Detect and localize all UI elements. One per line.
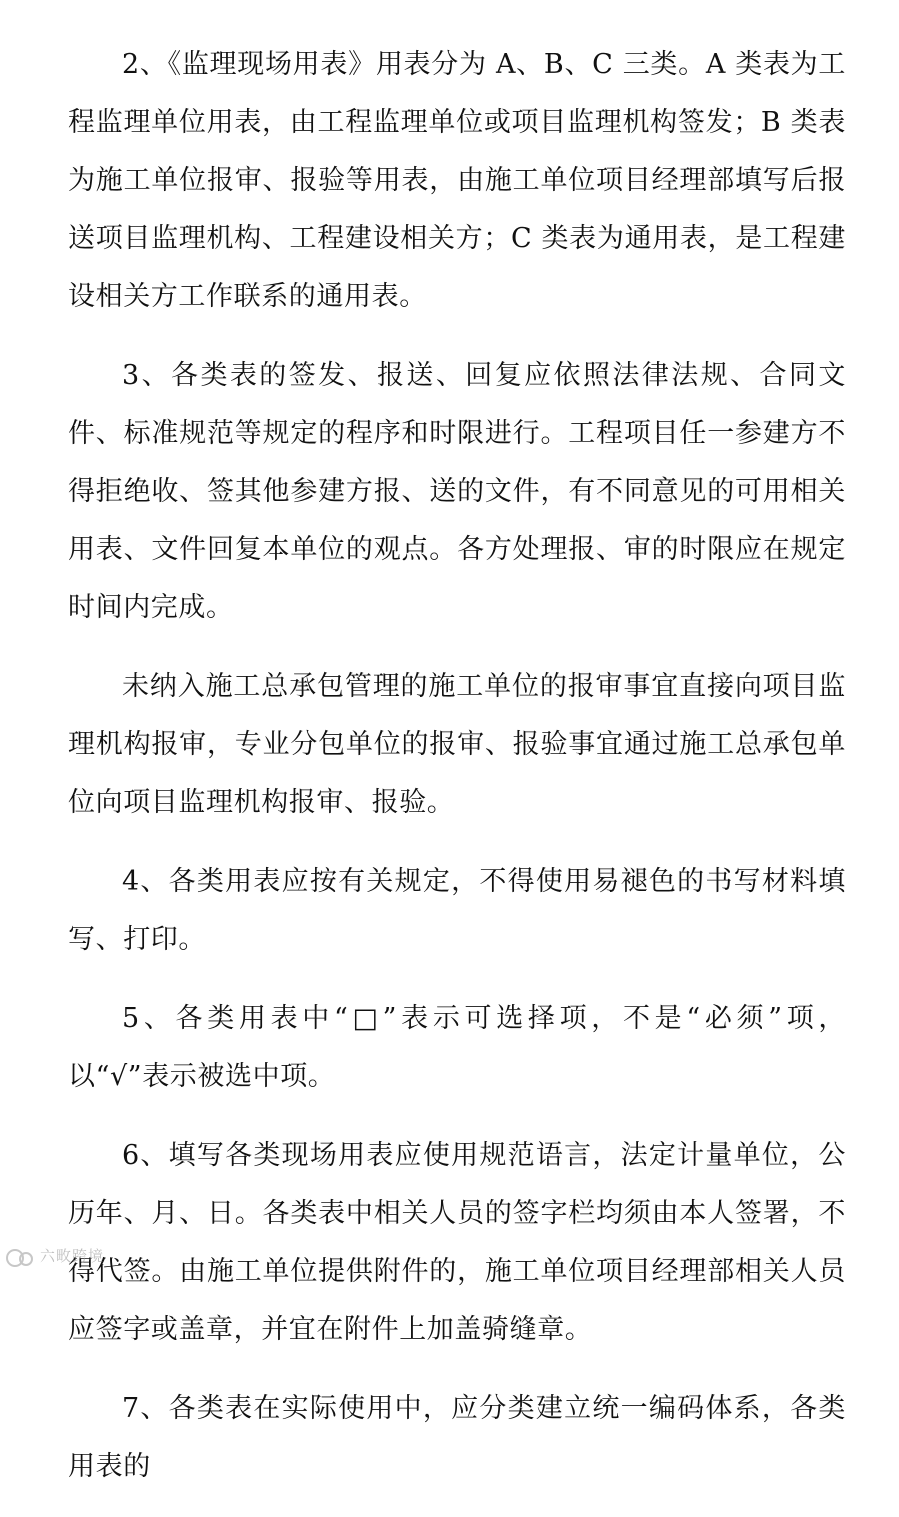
paragraph-3-continued: 未纳入施工总承包管理的施工单位的报审事宜直接向项目监理机构报审，专业分包单位的报审、报验事宜通过施工总承包单位向项目监理机构报审、报验。	[68, 671, 846, 818]
watermark-text: 六畋跨境	[40, 1247, 105, 1265]
paragraph-4: 4、各类用表应按有关规定，不得使用易褪色的书写材料填写、打印。	[68, 866, 846, 955]
paragraph-3: 3、各类表的签发、报送、回复应依照法律法规、合同文件、标准规范等规定的程序和时限进行。工程项目任一参建方不得拒绝收、签其他参建方报、送的文件，有不同意见的可用相关用表、文件回复本单位的观点。各方处理报、审的时限应在规定时间内完成。	[68, 360, 846, 623]
paragraph-5: 5、各类用表中“□”表示可选择项，不是“必须”项，以“√”表示被选中项。	[68, 1003, 846, 1092]
weibo-logo-icon	[6, 1246, 34, 1266]
paragraph-2: 2、《监理现场用表》用表分为 A、B、C 三类。A 类表为工程监理单位用表，由工程监理单位或项目监理机构签发；B 类表为施工单位报审、报验等用表，由施工单位项目经理部填写后报送项目监理机构、工程建设相关方；C 类表为通用表，是工程建设相关方工作联系的通用表。	[68, 49, 846, 312]
document-page	[68, 36, 846, 1517]
paragraph-6: 6、填写各类现场用表应使用规范语言，法定计量单位，公历年、月、日。各类表中相关人员的签字栏均须由本人签署，不得代签。由施工单位提供附件的，施工单位项目经理部相关人员应签字或盖章，并宜在附件上加盖骑缝章。	[68, 1140, 846, 1345]
paragraph-7: 7、各类表在实际使用中，应分类建立统一编码体系，各类用表的	[68, 1393, 846, 1482]
watermark	[6, 1245, 104, 1266]
